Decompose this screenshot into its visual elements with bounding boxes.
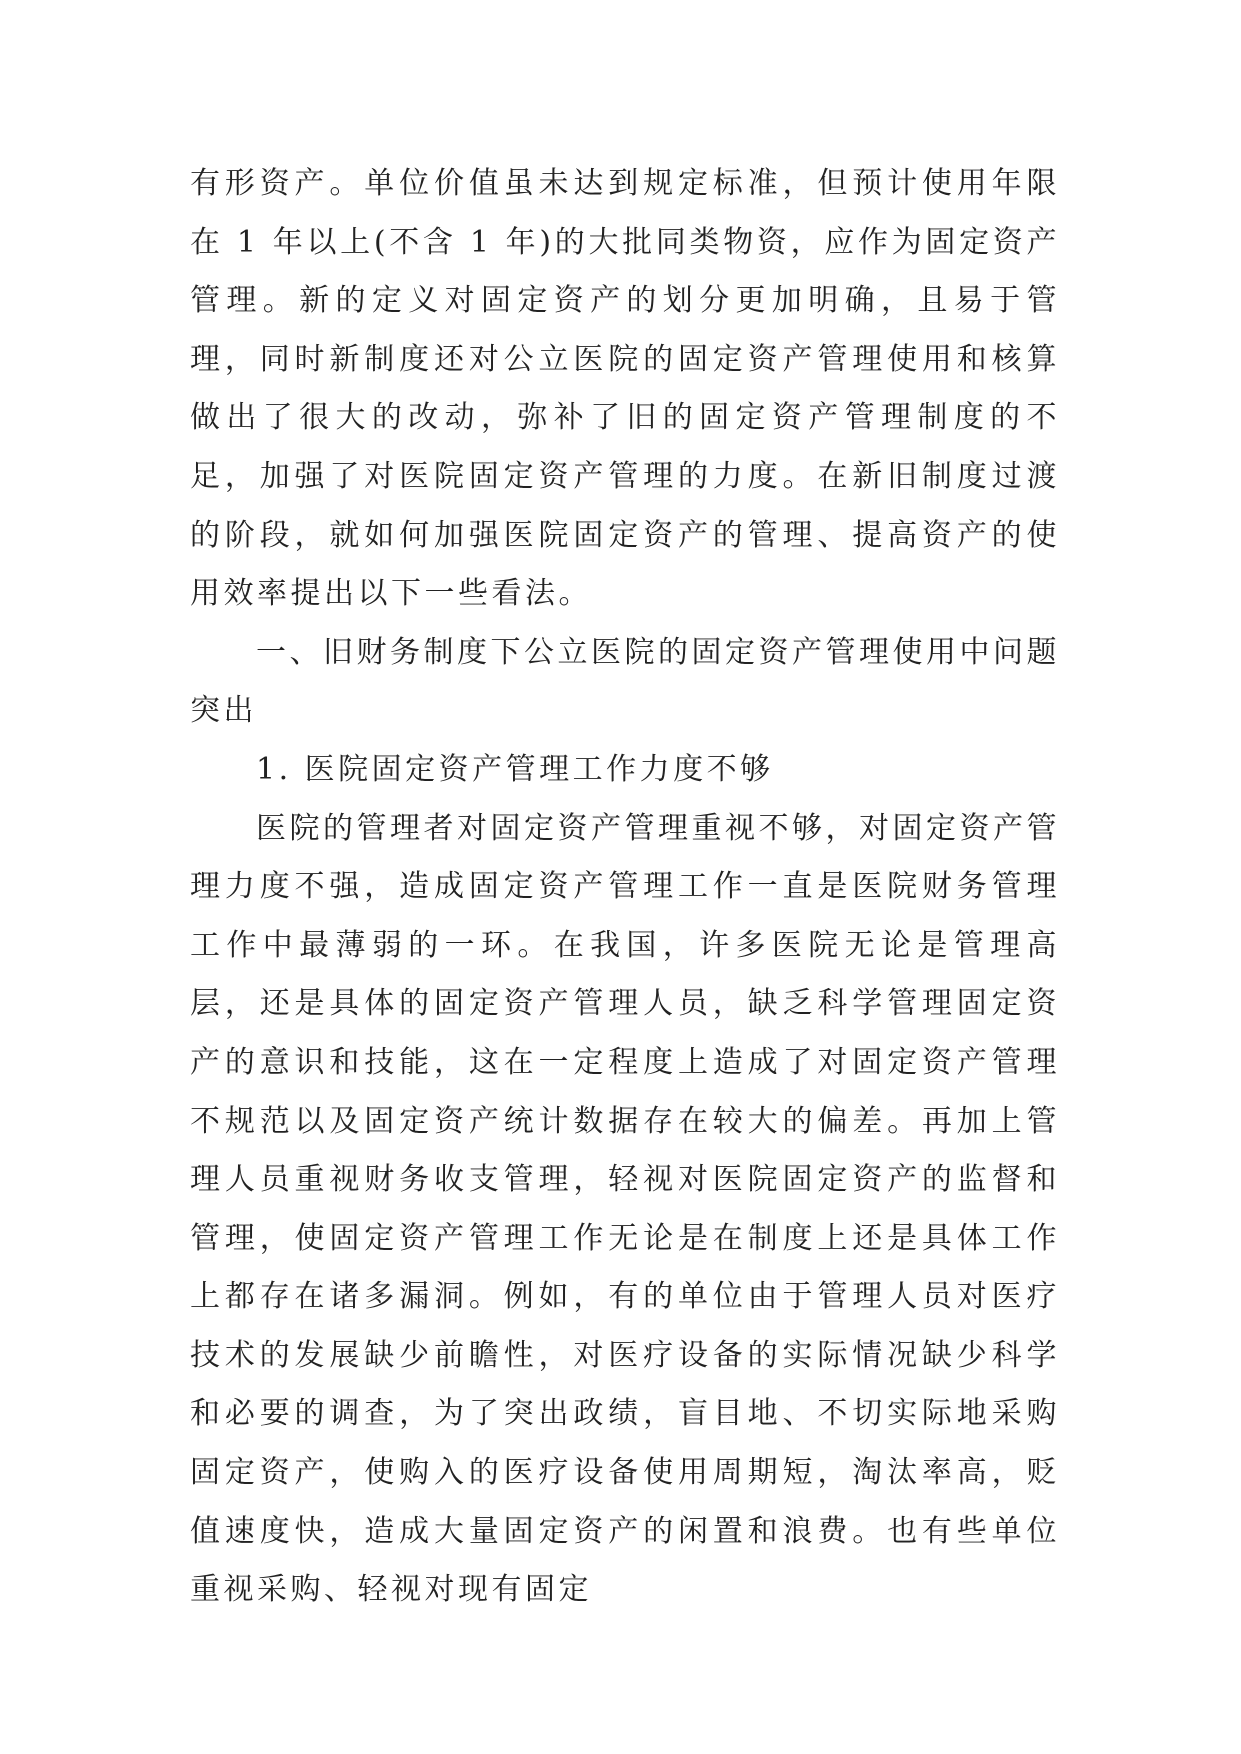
subsection-heading-1-1: 1. 医院固定资产管理工作力度不够 [256, 751, 774, 787]
document-body [190, 155, 1060, 1620]
section-heading-1: 一、旧财务制度下公立医院的固定资产管理使用中问题突出 [190, 634, 1060, 729]
paragraph-management-issues: 医院的管理者对固定资产管理重视不够，对固定资产管理力度不强，造成固定资产管理工作一直是医院财务管理工作中最薄弱的一环。在我国，许多医院无论是管理高层，还是具体的固定资产管理人员，缺乏科学管理固定资产的意识和技能，这在一定程度上造成了对固定资产管理不规范以及固定资产统计数据存在较大的偏差。再加上管理人员重视财务收支管理，轻视对医院固定资产的监督和管理，使固定资产管理工作无论是在制度上还是具体工作上都存在诸多漏洞。例如，有的单位由于管理人员对医疗技术的发展缺少前瞻性，对医疗设备的实际情况缺少科学和必要的调查，为了突出政绩，盲目地、不切实际地采购固定资产，使购入的医疗设备使用周期短，淘汰率高，贬值速度快，造成大量固定资产的闲置和浪费。也有些单位重视采购、轻视对现有固定 [190, 810, 1060, 1608]
paragraph-intro-continued: 有形资产。单位价值虽未达到规定标准，但预计使用年限在 1 年以上(不含 1 年)的大批同类物资，应作为固定资产管理。新的定义对固定资产的划分更加明确，且易于管理，同时新制度还对公立医院的固定资产管理使用和核算做出了很大的改动，弥补了旧的固定资产管理制度的不足，加强了对医院固定资产管理的力度。在新旧制度过渡的阶段，就如何加强医院固定资产的管理、提高资产的使用效率提出以下一些看法。 [190, 166, 1060, 612]
